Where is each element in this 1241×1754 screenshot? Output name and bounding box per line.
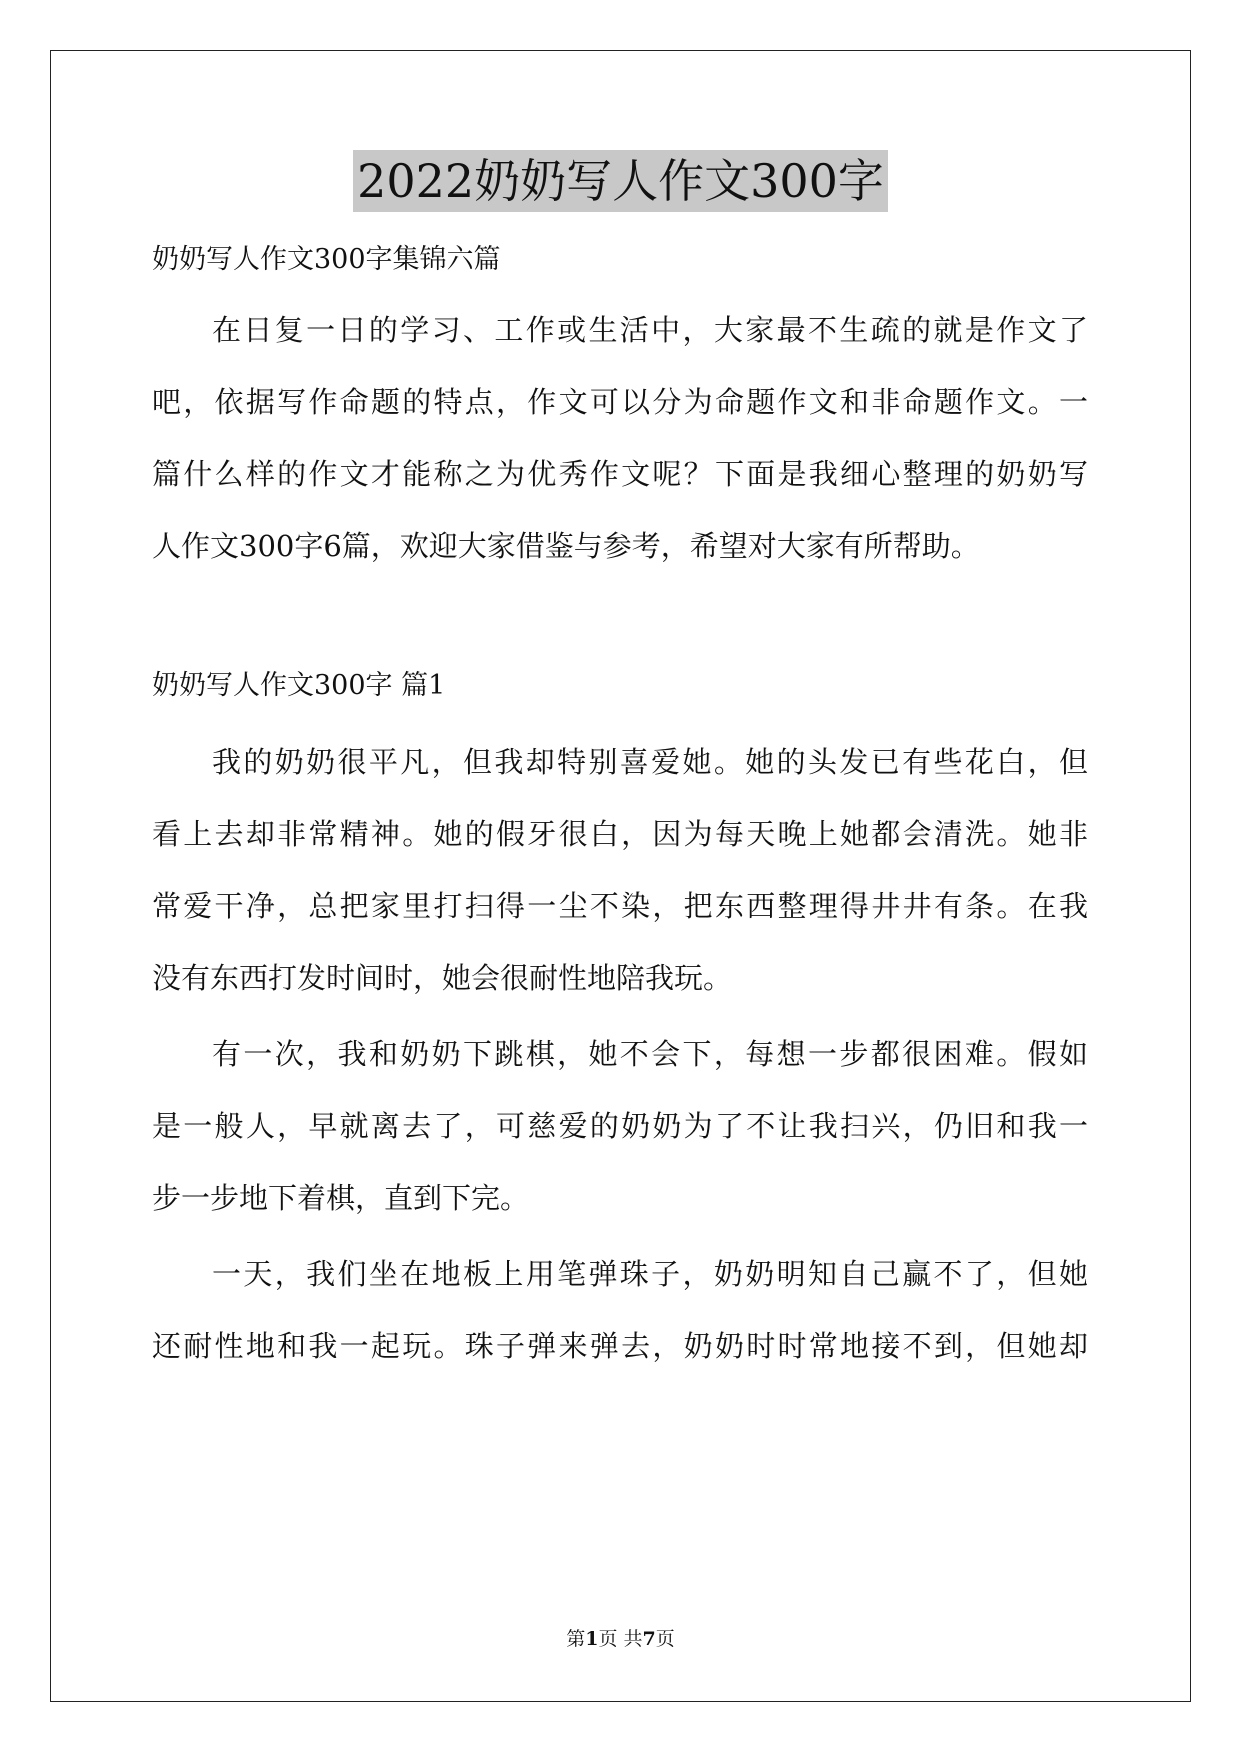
document-title: 2022奶奶写人作文300字 — [353, 150, 888, 212]
page-border — [50, 50, 1191, 1702]
intro-line: 篇什么样的作文才能称之为优秀作文呢？下面是我细心整理的奶奶写 — [152, 457, 1088, 491]
intro-line: 人作文300字6篇，欢迎大家借鉴与参考，希望对大家有所帮助。 — [152, 529, 980, 563]
page-footer — [0, 1626, 1241, 1652]
paragraph-line: 没有东西打发时间时，她会很耐性地陪我玩。 — [152, 961, 733, 995]
paragraph-line: 有一次，我和奶奶下跳棋，她不会下，每想一步都很困难。假如 — [212, 1037, 1088, 1071]
current-page-number: 1 — [585, 1628, 599, 1650]
footer-suffix: 页 — [655, 1628, 675, 1650]
paragraph-line: 一天，我们坐在地板上用笔弹珠子，奶奶明知自己赢不了，但她 — [212, 1257, 1088, 1291]
paragraph-line: 看上去却非常精神。她的假牙很白，因为每天晚上她都会清洗。她非 — [152, 817, 1088, 851]
total-page-number: 7 — [642, 1628, 656, 1650]
paragraph-line: 是一般人，早就离去了，可慈爱的奶奶为了不让我扫兴，仍旧和我一 — [152, 1109, 1088, 1143]
intro-line: 在日复一日的学习、工作或生活中，大家最不生疏的就是作文了 — [212, 313, 1088, 347]
paragraph-line: 我的奶奶很平凡，但我却特别喜爱她。她的头发已有些花白，但 — [212, 745, 1088, 779]
title-container — [0, 150, 1241, 212]
section-heading: 奶奶写人作文300字 篇1 — [152, 670, 446, 701]
footer-prefix: 第 — [566, 1628, 586, 1650]
paragraph-line: 还耐性地和我一起玩。珠子弹来弹去，奶奶时时常地接不到，但她却 — [152, 1329, 1088, 1363]
paragraph-line: 常爱干净，总把家里打扫得一尘不染，把东西整理得井井有条。在我 — [152, 889, 1088, 923]
footer-middle: 页 共 — [598, 1628, 643, 1650]
intro-line: 吧，依据写作命题的特点，作文可以分为命题作文和非命题作文。一 — [152, 385, 1088, 419]
paragraph-line: 步一步地下着棋，直到下完。 — [152, 1181, 530, 1215]
document-subtitle: 奶奶写人作文300字集锦六篇 — [152, 244, 501, 275]
